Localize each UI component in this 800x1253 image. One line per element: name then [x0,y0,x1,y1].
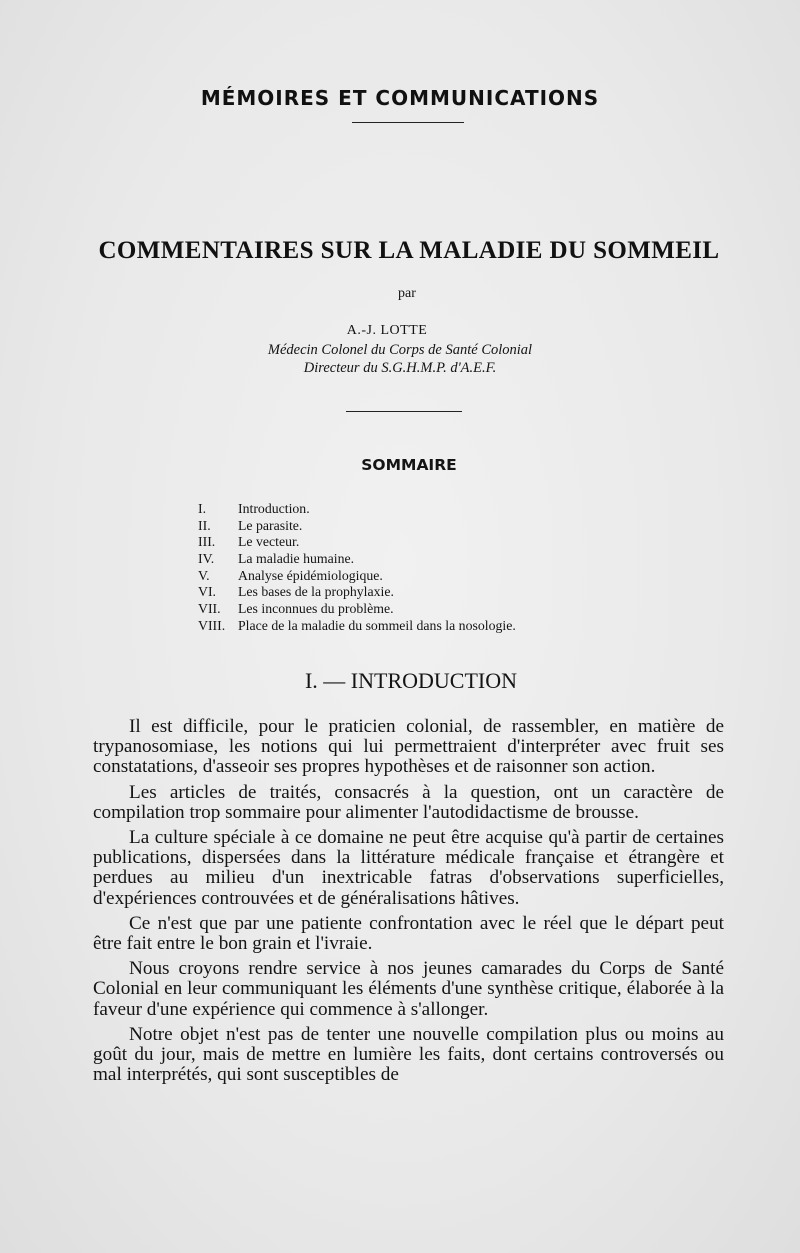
header-rule [352,122,464,123]
sommaire-item-label: Les bases de la prophylaxie. [238,584,394,600]
sommaire-item [198,518,658,535]
body-paragraph: Ce n'est que par une patiente confrontation avec le réel que le départ peut être fait entre le bon grain et l'ivraie. [93,912,724,955]
sommaire-item-number: VIII. [198,617,226,633]
sommaire-item-label: Le parasite. [238,517,303,533]
section-heading: I. — INTRODUCTION [304,668,518,693]
byline-par: par [398,286,416,301]
sommaire-item-number: VII. [198,601,221,617]
title-rule [346,411,462,412]
sommaire-item-number: II. [198,517,211,533]
author-affiliation-line: Directeur du S.G.H.M.P. d'A.E.F. [303,360,497,376]
sommaire-item-number: III. [198,534,216,550]
body-paragraph: Notre objet n'est pas de tenter une nouvelle compilation plus ou moins au goût du jour, mais de mettre en lumière les faits, dont certains controversés ou mal interprétés, qui sont susceptibles de [93,1023,724,1086]
body-paragraph: Nous croyons rendre service à nos jeunes camarades du Corps de Santé Colonial en leur communiquant les éléments d'une synthèse critique, élaborée à la faveur d'une expérience qui commence à s'allonger. [93,958,724,1020]
author-affiliation-line: Médecin Colonel du Corps de Santé Colonial [267,342,533,358]
sommaire-item-number: I. [198,501,207,516]
sommaire-item-label: Les inconnues du problème. [238,601,394,617]
sommaire-item-number: V. [198,567,210,583]
sommaire-item [198,501,658,518]
author-name: A.-J. LOTTE [346,323,428,338]
body-paragraph: La culture spéciale à ce domaine ne peut être acquise qu'à partir de certaines publications, dispersées dans la littérature médicale française et étrangère et perdues au milieu d'un inextricable fatras d'observations superficielles, d'expériences controuvées et de généralisations hâtives. [93,827,724,909]
sommaire-item-number: VI. [198,584,217,600]
sommaire-item [198,584,658,601]
sommaire-item-label: Analyse épidémiologique. [238,567,383,583]
sommaire-item-label: Le vecteur. [238,534,300,550]
running-head: MÉMOIRES ET COMMUNICATIONS [200,86,600,110]
sommaire-item-label: La maladie humaine. [238,551,355,567]
sommaire-item [198,568,658,585]
sommaire-item [198,601,658,618]
body-paragraph: Les articles de traités, consacrés à la question, ont un caractère de compilation trop sommaire pour alimenter l'autodidactisme de brousse. [93,781,724,823]
body-paragraph: Il est difficile, pour le praticien colonial, de rassembler, en matière de trypanosomiase, les notions qui lui permettraient d'interpréter avec fruit ses constatations, d'asseoir ses propres hypothèses et de raisonner son action. [93,716,724,778]
sommaire-item [198,618,658,635]
sommaire-list [198,501,658,635]
sommaire-item [198,551,658,568]
sommaire-item-number: IV. [198,551,215,567]
body-text [93,717,724,1085]
sommaire-item-label: Place de la maladie du sommeil dans la nosologie. [238,617,516,633]
sommaire-item-label: Introduction. [238,501,310,516]
sommaire-item [198,534,658,551]
sommaire-heading: SOMMAIRE [361,456,457,474]
article-title: COMMENTAIRES SUR LA MALADIE DU SOMMEIL [98,237,720,264]
